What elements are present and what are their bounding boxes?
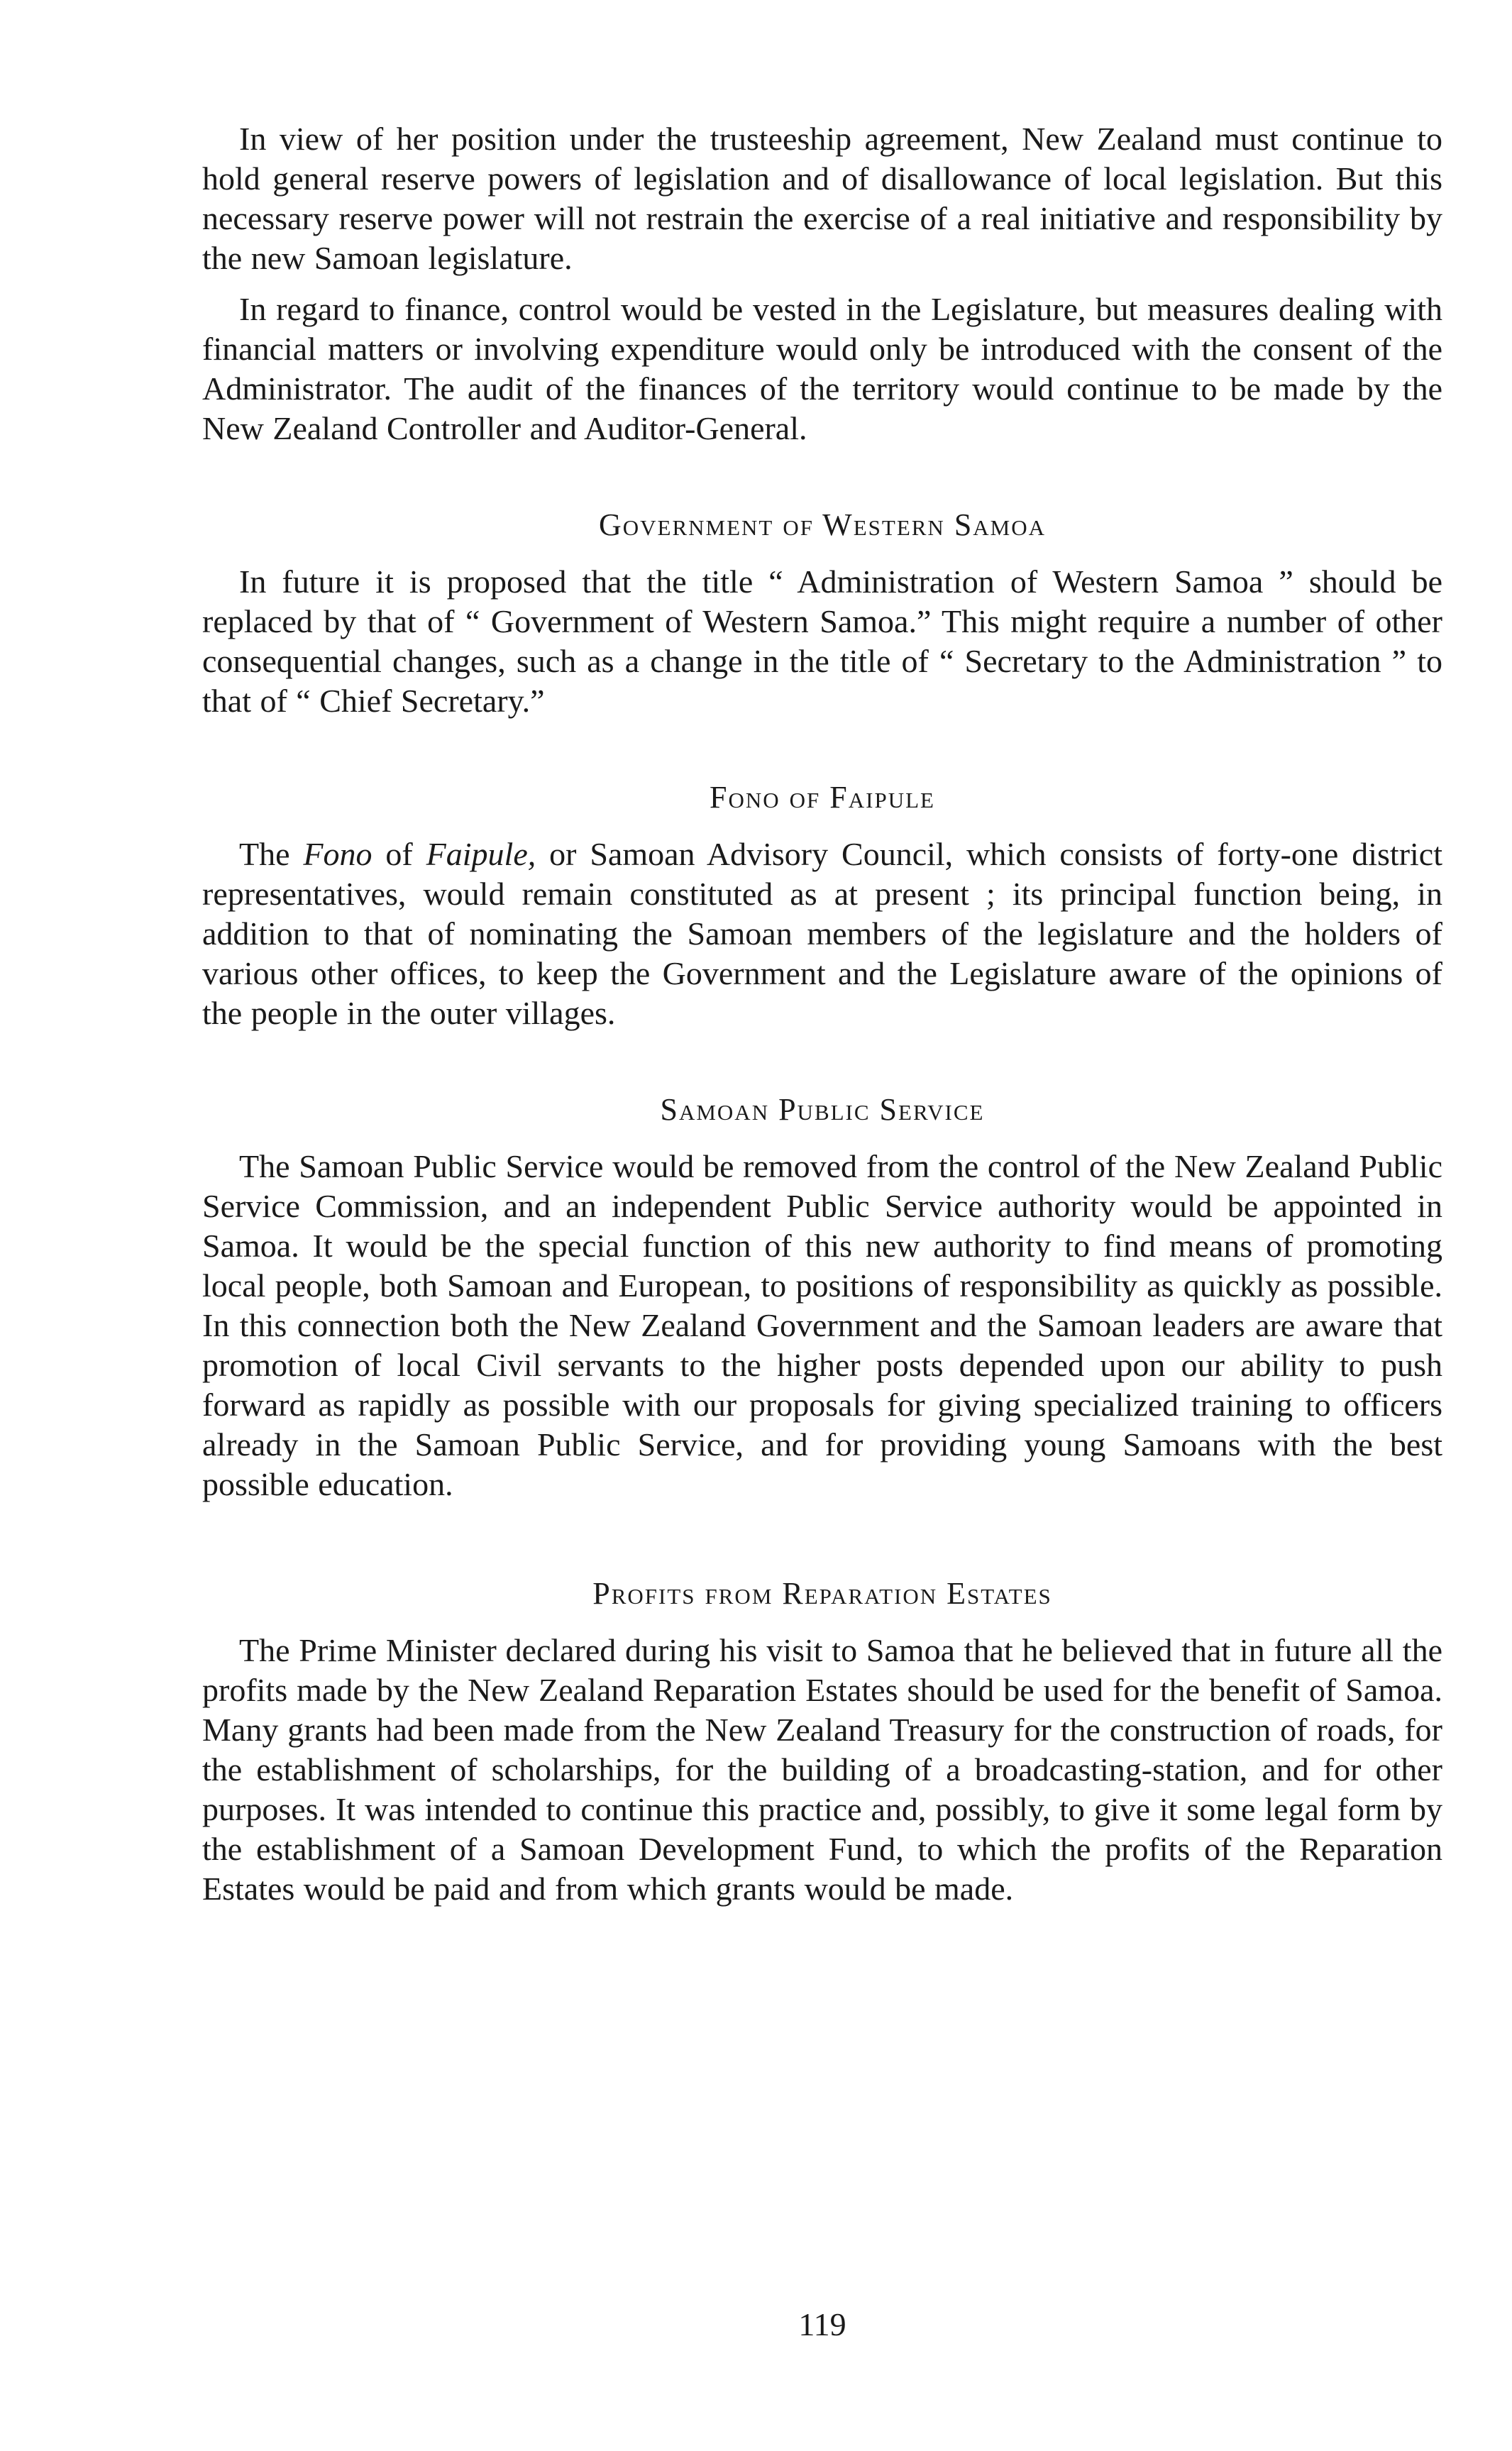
- heading-fono-of-faipule: Fono of Faipule: [710, 780, 935, 815]
- document-page: [202, 119, 1442, 2418]
- paragraph-government-of-western-samoa: In future it is proposed that the title “ Administration of Western Samoa ” should be replaced by that of “ Government of Western Samoa.” This might require a number of other consequential changes, such as a change in the title of “ Secretary to the Administration ” to that of “ Chief Secretary.”: [202, 563, 1442, 719]
- heading-samoan-public-service: Samoan Public Service: [660, 1092, 985, 1127]
- faipule-italic: Faipule,: [426, 836, 536, 872]
- paragraph-fono-of-faipule: [202, 835, 1442, 1033]
- fono-italic: Fono: [303, 836, 373, 872]
- heading-profits-from-reparation-estates: Profits from Reparation Estates: [592, 1576, 1052, 1611]
- fono-text-start: The: [239, 836, 304, 872]
- heading-government-of-western-samoa: Government of Western Samoa: [598, 507, 1047, 542]
- paragraph-finance: In regard to finance, control would be vested in the Legislature, but measures dealing with financial matters or involving expenditure would only be introduced with the consent of the Administrator. The audit of the finances of the territory would continue to be made by the New Zealand Controller and Auditor-General.: [202, 291, 1442, 446]
- paragraph-reserve-powers: In view of her position under the trusteeship agreement, New Zealand must continue to hold general reserve powers of legislation and of disallowance of local legislation. But this necessary reserve power will not restrain the exercise of a real initiative and responsibility by the new Samoan legislature.: [202, 121, 1442, 276]
- fono-text-rest: or Samoan Advisory Council, which consists of forty-one district representatives, would remain constituted as at present ; its principal function being, in addition to that of nominating the Samoan members of the legislature and the holders of various other offices, to keep the Government and the Legislature aware of the opinions of the people in the outer villages.: [202, 836, 1442, 1031]
- page-number: 119: [798, 2306, 846, 2342]
- fono-text-mid: of: [372, 836, 426, 872]
- paragraph-profits-from-reparation-estates: The Prime Minister declared during his visit to Samoa that he believed that in future all the profits made by the New Zealand Reparation Estates should be used for the benefit of Samoa. Many grants had been made from the New Zealand Treasury for the construction of roads, for the establishment of scholarships, for the building of a broadcasting-station, and for other purposes. It was intended to continue this practice and, possibly, to give it some legal form by the establishment of a Samoan Development Fund, to which the profits of the Reparation Estates would be paid and from which grants would be made.: [202, 1632, 1442, 1907]
- paragraph-samoan-public-service: The Samoan Public Service would be removed from the control of the New Zealand Public Service Commission, and an independent Public Service authority would be appointed in Samoa. It would be the special function of this new authority to find means of promoting local people, both Samoan and European, to positions of responsibility as quickly as possible. In this connection both the New Zealand Government and the Samoan leaders are aware that promotion of local Civil servants to the higher posts depended upon our ability to push forward as rapidly as possible with our proposals for giving specialized training to officers already in the Samoan Public Service, and for providing young Samoans with the best possible education.: [202, 1148, 1442, 1502]
